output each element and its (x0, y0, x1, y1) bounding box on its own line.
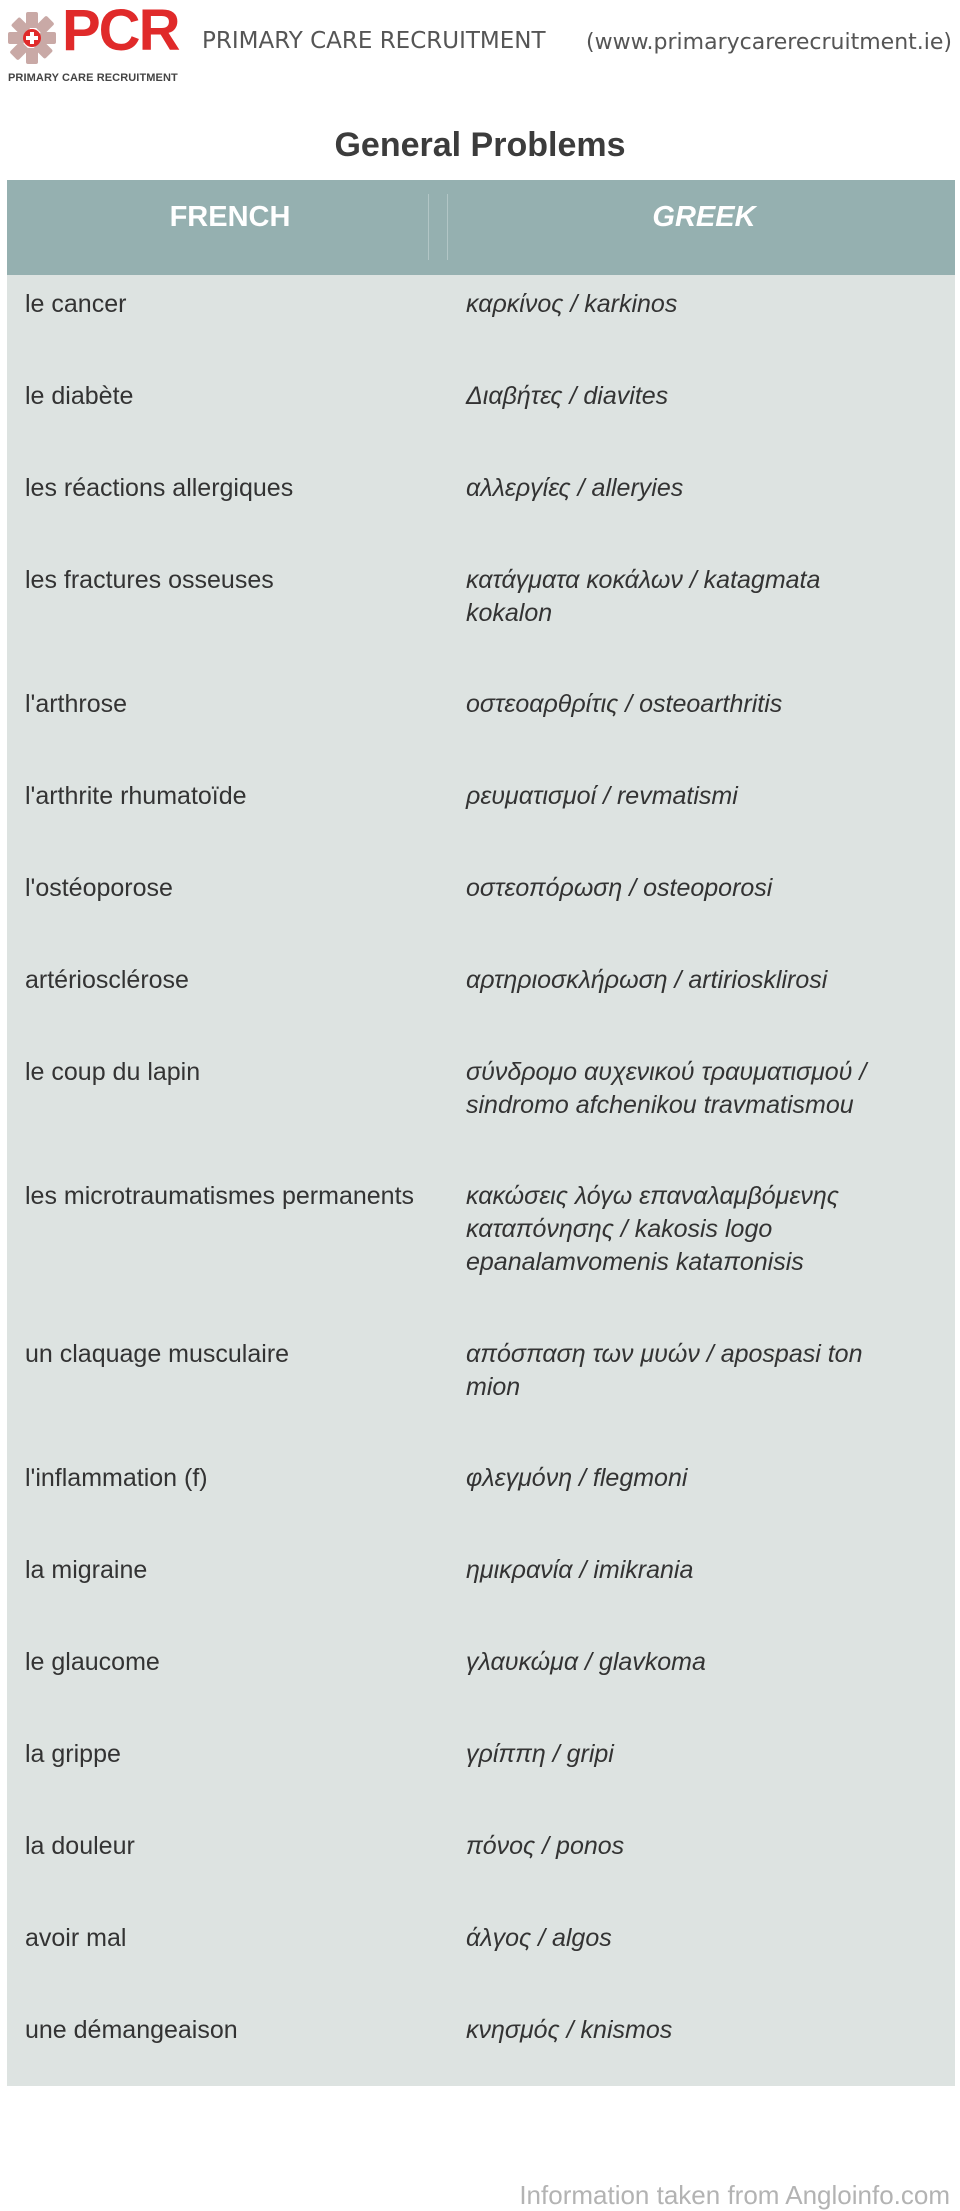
greek-term: Διαβήτες / diavites (466, 382, 669, 410)
french-term: le coup du lapin (25, 1058, 201, 1086)
greek-term: καρκίνος / karkinos (466, 290, 678, 318)
page-title: General Problems (334, 126, 626, 164)
greek-term: γρίππη / gripi (466, 1740, 614, 1768)
column-divider (447, 194, 448, 260)
greek-term: αλλεργίες / alleryies (466, 474, 684, 502)
french-term: le glaucome (25, 1648, 160, 1676)
greek-term: οστεοπόρωση / osteoporosi (466, 874, 773, 902)
greek-term: οστεοαρθρίτις / osteoarthritis (466, 690, 783, 718)
greek-term: κακώσεις λόγω επαναλαμβόμενης καταπόνησης / kakosis logo epanalamvomenis kataπonisis (466, 1182, 839, 1276)
french-term: artériosclérose (25, 966, 189, 994)
french-term: un claquage musculaire (25, 1340, 290, 1368)
french-term: l'ostéoporose (25, 874, 173, 902)
organization-url[interactable]: (www.primarycarerecruitment.ie) (586, 30, 952, 55)
french-term: la douleur (25, 1832, 135, 1860)
greek-term: κατάγματα κοκάλων / katagmata kokalon (466, 566, 821, 627)
greek-term: ρευματισμοί / revmatismi (466, 782, 738, 810)
french-term: l'arthrite rhumatoïde (25, 782, 247, 810)
pcr-logo (6, 0, 179, 84)
french-term: la grippe (25, 1740, 121, 1768)
french-term: la migraine (25, 1556, 148, 1584)
greek-term: αρτηριοσκλήρωση / artiriosklirosi (466, 966, 828, 994)
greek-term: άλγος / algos (466, 1924, 612, 1952)
greek-term: πόνος / ponos (466, 1832, 625, 1860)
greek-term: κνησμός / knismos (466, 2016, 673, 2044)
page-header (0, 0, 960, 90)
source-attribution: Information taken from Angloinfo.com (519, 2180, 950, 2210)
table-header (7, 180, 955, 275)
french-term: avoir mal (25, 1924, 127, 1952)
french-term: l'arthrose (25, 690, 128, 718)
french-term: les fractures osseuses (25, 566, 274, 594)
logo-emblem-icon (6, 8, 58, 68)
vocabulary-table (7, 180, 955, 2086)
column-header-greek: GREEK (652, 201, 756, 233)
french-term: les réactions allergiques (25, 474, 294, 502)
logo-text: PCR (62, 0, 179, 63)
greek-term: σύνδρομο αυχενικού τραυματισμού / sindromo afchenikou travmatismou (466, 1058, 867, 1119)
french-term: le diabète (25, 382, 134, 410)
greek-term: φλεγμόνη / flegmoni (466, 1464, 688, 1492)
french-term: l'inflammation (f) (25, 1464, 208, 1492)
column-header-french: FRENCH (169, 201, 291, 233)
french-term: une démangeaison (25, 2016, 238, 2044)
french-term: les microtraumatismes permanents (25, 1182, 415, 1210)
greek-term: απόσπαση των μυών / apospasi ton mion (466, 1340, 863, 1401)
greek-term: ημικρανία / imikrania (466, 1556, 694, 1584)
greek-term: γλαυκώμα / glavkoma (466, 1648, 706, 1676)
organization-name: PRIMARY CARE RECRUITMENT (202, 28, 546, 54)
french-term: le cancer (25, 290, 127, 318)
column-divider (428, 194, 429, 260)
logo-subtext: PRIMARY CARE RECRUITMENT (8, 72, 178, 84)
